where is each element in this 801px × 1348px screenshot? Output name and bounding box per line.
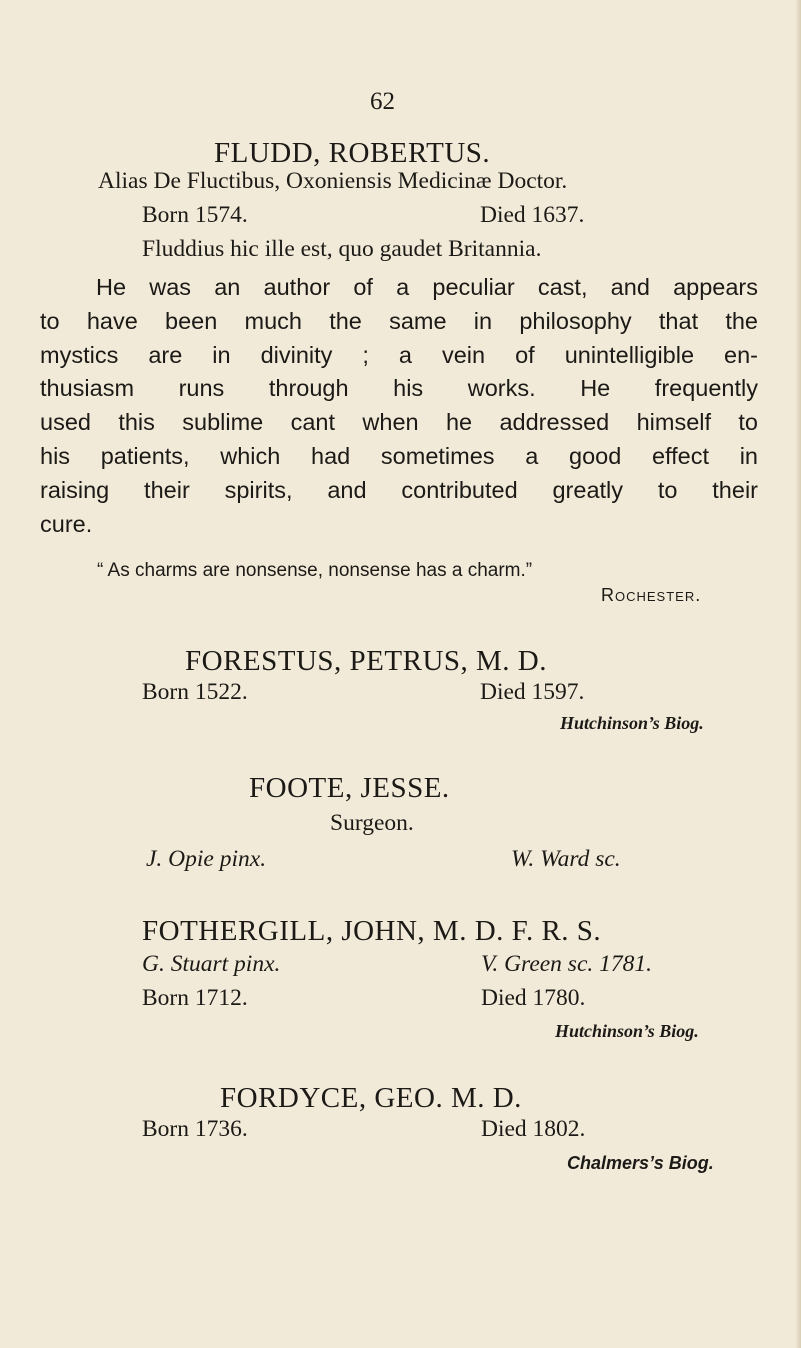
foote-painter: J. Opie pinx. [146, 846, 267, 872]
biography-line: He was an author of a peculiar cast, and appears [96, 274, 758, 300]
fordyce-born: Born 1736. [142, 1116, 248, 1142]
fludd-born: Born 1574. [142, 202, 248, 228]
biography-line: his patients, which had sometimes a good effect in [40, 442, 758, 469]
forestus-source: Hutchinson’s Biog. [560, 713, 704, 733]
fordyce-source: Chalmers’s Biog. [567, 1153, 714, 1173]
entry-heading-fludd: FLUDD, ROBERTUS. [214, 137, 491, 169]
fothergill-died: Died 1780. [481, 985, 586, 1011]
fothergill-born: Born 1712. [142, 985, 248, 1011]
biography-line: thusiasm runs through his works. He frequently [40, 375, 758, 402]
entry-heading-forestus: FORESTUS, PETRUS, M. D. [185, 645, 547, 677]
foote-engraver: W. Ward sc. [511, 846, 621, 872]
biography-line: used this sublime cant when he addressed himself to [40, 409, 758, 436]
fludd-quote: “ As charms are nonsense, nonsense has a charm.” [97, 560, 533, 581]
page-number: 62 [370, 88, 395, 115]
fothergill-source: Hutchinson’s Biog. [555, 1021, 699, 1041]
fothergill-painter: G. Stuart pinx. [142, 951, 281, 977]
biography-line: mystics are in divinity ; a vein of unintelligible en- [40, 341, 758, 368]
fludd-motto: Fluddius hic ille est, quo gaudet Britannia. [142, 236, 542, 262]
forestus-died: Died 1597. [480, 679, 585, 705]
forestus-born: Born 1522. [142, 679, 248, 705]
fordyce-died: Died 1802. [481, 1116, 586, 1142]
fludd-alias: Alias De Fluctibus, Oxoniensis Medicinæ Doctor. [98, 168, 568, 194]
biography-line: raising their spirits, and contributed greatly to their [40, 476, 758, 503]
fludd-biography [40, 271, 758, 541]
fludd-died: Died 1637. [480, 202, 585, 228]
biography-line: cure. [40, 510, 93, 537]
page-edge-shadow [795, 0, 801, 1348]
fothergill-engraver: V. Green sc. 1781. [481, 951, 653, 977]
entry-heading-foote: FOOTE, JESSE. [249, 772, 450, 804]
foote-subtitle: Surgeon. [330, 810, 414, 836]
biography-line: to have been much the same in philosophy that the [40, 307, 758, 334]
entry-heading-fothergill: FOTHERGILL, JOHN, M. D. F. R. S. [142, 915, 602, 947]
entry-heading-fordyce: FORDYCE, GEO. M. D. [220, 1082, 522, 1114]
fludd-quote-attribution: Rochester. [601, 585, 702, 605]
